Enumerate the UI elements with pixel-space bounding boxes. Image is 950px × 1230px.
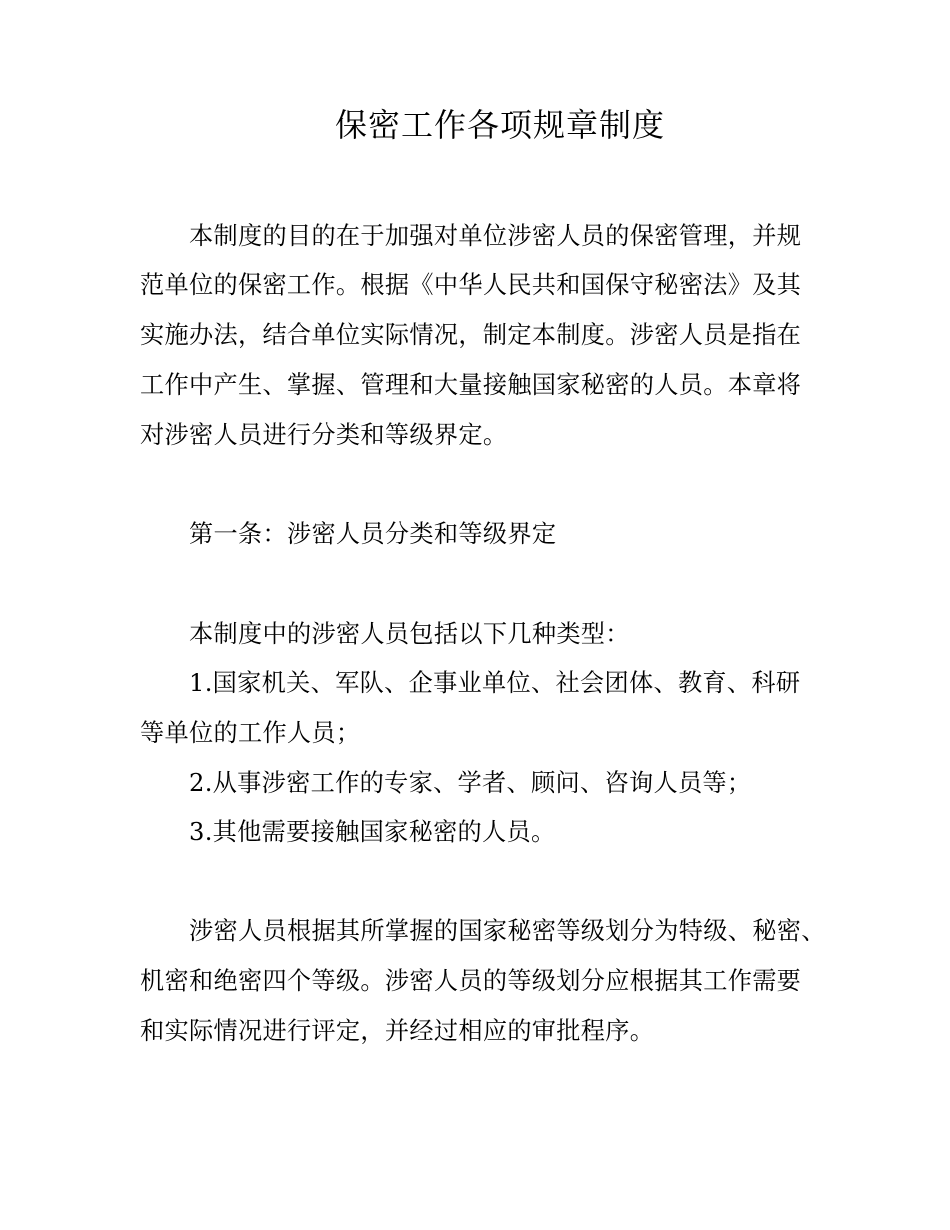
list-item: 3.其他需要接触国家秘密的人员。 (189, 818, 556, 846)
paragraph-line: 本制度的目的在于加强对单位涉密人员的保密管理，并规 (189, 222, 802, 250)
paragraph-line: 和实际情况进行评定，并经过相应的审批程序。 (140, 1017, 655, 1045)
paragraph-line: 涉密人员根据其所掌握的国家秘密等级划分为特级、秘密、 (189, 917, 826, 945)
document-title: 保密工作各项规章制度 (334, 106, 665, 144)
paragraph-line: 工作中产生、掌握、管理和大量接触国家秘密的人员。本章将 (140, 371, 802, 399)
paragraph-line: 机密和绝密四个等级。涉密人员的等级划分应根据其工作需要 (140, 967, 802, 995)
list-item: 1.国家机关、军队、企事业单位、社会团体、教育、科研 (189, 669, 801, 697)
paragraph-line: 实施办法，结合单位实际情况，制定本制度。涉密人员是指在 (140, 321, 802, 349)
list-item: 2.从事涉密工作的专家、学者、顾问、咨询人员等； (189, 769, 752, 797)
paragraph-line: 范单位的保密工作。根据《中华人民共和国保守秘密法》及其 (140, 271, 802, 299)
paragraph-line: 本制度中的涉密人员包括以下几种类型： (189, 620, 630, 648)
section-heading: 第一条：涉密人员分类和等级界定 (189, 520, 557, 548)
list-item-continuation: 等单位的工作人员； (140, 719, 361, 747)
paragraph-line: 对涉密人员进行分类和等级界定。 (140, 421, 508, 449)
